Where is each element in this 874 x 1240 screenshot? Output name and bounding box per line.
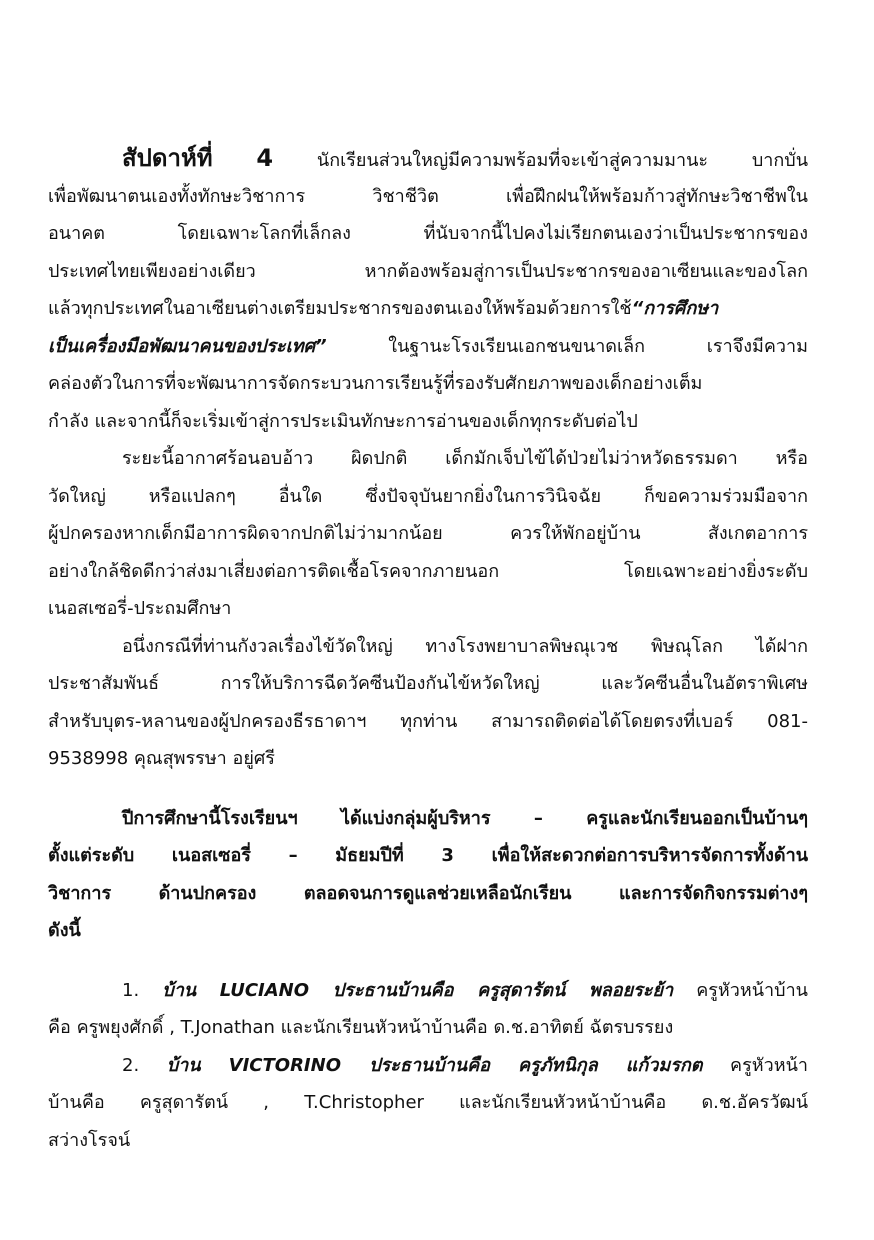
- paragraph-line: บ้านคือ ครูสุดารัตน์ , T.Christopher และนักเรียนหัวหน้าบ้านคือ ด.ช.อัครวัฒน์: [48, 1092, 808, 1113]
- paragraph-line: ระยะนี้อากาศร้อนอบอ้าว ผิดปกติ เด็กมักเจ็บไข้ได้ป่วยไม่ว่าหวัดธรรมดา หรือ: [122, 448, 808, 469]
- weather-paragraph: [48, 440, 808, 628]
- quote-text: “การศึกษา: [631, 298, 719, 319]
- week-paragraph: [48, 140, 808, 440]
- paragraph-line: วิชาการ ด้านปกครอง ตลอดจนการดูแลช่วยเหลือนักเรียน และการจัดกิจกรรมต่างๆ: [48, 882, 808, 904]
- paragraph-line: ผู้ปกครองหากเด็กมีอาการผิดจากปกติไม่ว่ามากน้อย ควรให้พักอยู่บ้าน สังเกตอาการ: [48, 523, 808, 544]
- paragraph-line: คือ ครูพยุงศักดิ์ , T.Jonathan และนักเรียนหัวหน้าบ้านคือ ด.ช.อาทิตย์ ฉัตรบรรยง: [48, 1017, 674, 1038]
- quote-text: เป็นเครื่องมือพัฒนาคนของประเทศ”: [48, 335, 327, 357]
- paragraph-line: 9538998 คุณสุพรรษา อยู่ศรี: [48, 748, 275, 769]
- house-item: [48, 972, 808, 1047]
- house-tail: ครูหัวหน้าบ้าน: [696, 979, 808, 1001]
- paragraph-line: เพื่อพัฒนาตนเองทั้งทักษะวิชาการ วิชาชีวิต เพื่อฝึกฝนให้พร้อมก้าวสู่ทักษะวิชาชีพใน: [48, 185, 808, 207]
- paragraph-line: สำหรับบุตร-หลานของผู้ปกครองธีรธาดาฯ ทุกท่าน สามารถติดต่อได้โดยตรงที่เบอร์ 081-: [48, 710, 808, 732]
- paragraph-line: อนึ่งกรณีที่ท่านกังวลเรื่องไข้วัดใหญ่ ทางโรงพยาบาลพิษณุเวช พิษณุโลก ได้ฝาก: [122, 635, 808, 657]
- paragraph-text: นักเรียนส่วนใหญ่มีความพร้อมที่จะเข้าสู่ความมานะ บากบั่น: [316, 150, 808, 171]
- paragraph-line: กำลัง และจากนี้ก็จะเริ่มเข้าสู่การประเมินทักษะการอ่านของเด็กทุกระดับต่อไป: [48, 410, 638, 432]
- paragraph-line: ปีการศึกษานี้โรงเรียนฯ ได้แบ่งกลุ่มผู้บริหาร – ครูและนักเรียนออกเป็นบ้านๆ: [122, 807, 808, 829]
- house-head: บ้าน VICTORINO ประธานบ้านคือ ครูภัทนิกุล แก้วมรกต: [166, 1054, 703, 1076]
- houses-intro-paragraph: [48, 800, 808, 950]
- house-number: 1.: [122, 979, 140, 1001]
- house-tail: ครูหัวหน้า: [730, 1054, 808, 1076]
- paragraph-line: อนาคต โดยเฉพาะโลกที่เล็กลง ที่นับจากนี้ไปคงไม่เรียกตนเองว่าเป็นประชากรของ: [48, 223, 808, 244]
- house-head: บ้าน LUCIANO ประธานบ้านคือ ครูสุดารัตน์ พลอยระย้า: [162, 979, 674, 1001]
- paragraph-line: [48, 972, 808, 1010]
- paragraph-line: สว่างโรจน์: [48, 1129, 131, 1151]
- paragraph-line: [48, 328, 808, 366]
- paragraph-line: [48, 140, 808, 178]
- paragraph-line: เนอสเซอรี่-ประถมศึกษา: [48, 598, 232, 619]
- spacer: [48, 950, 808, 972]
- paragraph-line: [48, 290, 808, 328]
- paragraph-line: คล่องตัวในการที่จะพัฒนาการจัดกระบวนการเรียนรู้ที่รองรับศักยภาพของเด็กอย่างเต็ม: [48, 373, 703, 394]
- paragraph-line: วัดใหญ่ หรือแปลกๆ อื่นใด ซึ่งปัจจุบันยากยิ่งในการวินิจฉัย ก็ขอความร่วมมือจาก: [48, 485, 808, 507]
- house-item: [48, 1047, 808, 1160]
- paragraph-line: [48, 1047, 808, 1085]
- vaccine-paragraph: [48, 628, 808, 778]
- paragraph-line: ประชาสัมพันธ์ การให้บริการฉีดวัคซีนป้องกันไข้หวัดใหญ่ และวัคซีนอื่นในอัตราพิเศษ: [48, 673, 808, 694]
- paragraph-text: ในฐานะโรงเรียนเอกชนขนาดเล็ก เราจึงมีความ: [388, 335, 808, 357]
- document-page: [48, 140, 808, 1159]
- paragraph-line: ตั้งแต่ระดับ เนอสเซอรี่ – มัธยมปีที่ 3 เพื่อให้สะดวกต่อการบริหารจัดการทั้งด้าน: [48, 845, 808, 866]
- house-number: 2.: [122, 1054, 140, 1076]
- week-title: สัปดาห์ที่: [122, 144, 213, 172]
- paragraph-line: ประเทศไทยเพียงอย่างเดียว หากต้องพร้อมสู่การเป็นประชากรของอาเซียนและของโลก: [48, 260, 808, 282]
- spacer: [48, 778, 808, 800]
- paragraph-line: ดังนี้: [48, 920, 81, 941]
- paragraph-text: แล้วทุกประเทศในอาเซียนต่างเตรียมประชากรของตนเองให้พร้อมด้วยการใช้: [48, 298, 632, 319]
- paragraph-line: อย่างใกล้ชิดดีกว่าส่งมาเสี่ยงต่อการติดเชื้อโรคจากภายนอก โดยเฉพาะอย่างยิ่งระดับ: [48, 560, 808, 582]
- week-number: 4: [256, 144, 274, 172]
